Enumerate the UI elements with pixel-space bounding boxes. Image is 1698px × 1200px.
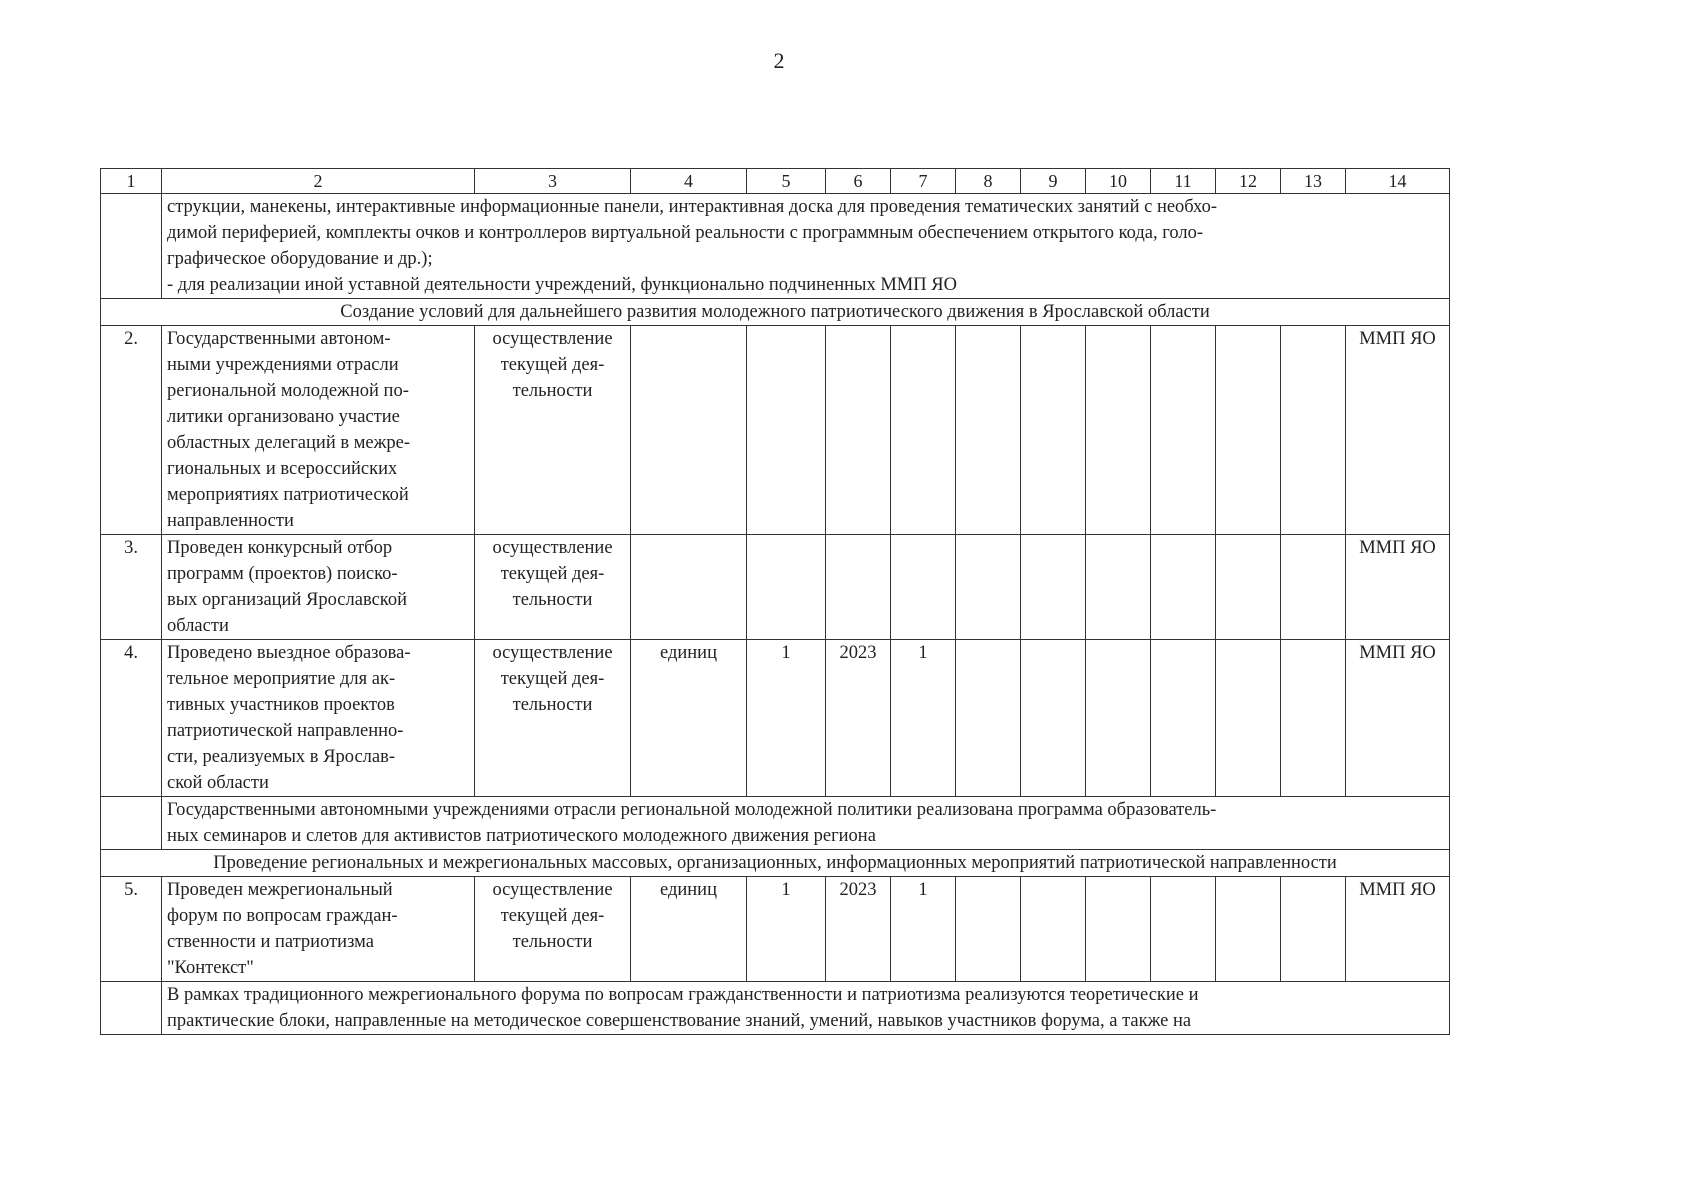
column-number: 4 bbox=[631, 169, 747, 194]
text-line: ственности и патриотизма bbox=[167, 932, 374, 952]
text-line: программ (проектов) поиско- bbox=[167, 564, 398, 584]
empty-cell bbox=[101, 797, 162, 850]
text-line: димой периферией, комплекты очков и контроллеров виртуальной реальности с программным обеспечением открытого кода, голо- bbox=[167, 223, 1204, 243]
note-row bbox=[101, 982, 1450, 1035]
text-line: графическое оборудование и др.); bbox=[167, 249, 433, 269]
text-line: тельности bbox=[512, 381, 593, 401]
column-number: 14 bbox=[1346, 169, 1450, 194]
empty-cell bbox=[1151, 877, 1216, 982]
text-line: текущей дея- bbox=[500, 669, 605, 689]
empty-cell bbox=[1281, 877, 1346, 982]
empty-cell bbox=[101, 982, 162, 1035]
text-line: осуществление bbox=[492, 643, 613, 663]
text-line: областных делегаций в межре- bbox=[167, 433, 411, 453]
text-line: Проведен конкурсный отбор bbox=[167, 538, 393, 558]
text-line: тельности bbox=[512, 695, 593, 715]
continuation-text bbox=[162, 194, 1450, 299]
empty-cell bbox=[1216, 326, 1281, 535]
responsible-cell: ММП ЯО bbox=[1346, 326, 1450, 535]
text-line: мероприятиях патриотической bbox=[167, 485, 409, 505]
section-heading-row bbox=[101, 850, 1450, 877]
empty-cell bbox=[1021, 877, 1086, 982]
text-line: тельности bbox=[512, 932, 593, 952]
text-line: текущей дея- bbox=[500, 564, 605, 584]
year-cell: 2023 bbox=[826, 877, 891, 982]
year-cell bbox=[826, 535, 891, 640]
unit-cell bbox=[631, 326, 747, 535]
funding-basis bbox=[475, 535, 631, 640]
empty-cell bbox=[1151, 640, 1216, 797]
column-number: 7 bbox=[891, 169, 956, 194]
empty-cell bbox=[1151, 535, 1216, 640]
text-line: Проведен межрегиональный bbox=[167, 880, 393, 900]
table-row bbox=[101, 640, 1450, 797]
empty-cell bbox=[101, 194, 162, 299]
empty-cell bbox=[1086, 326, 1151, 535]
responsible-cell: ММП ЯО bbox=[1346, 640, 1450, 797]
text-line: вых организаций Ярославской bbox=[167, 590, 407, 610]
unit-cell: единиц bbox=[631, 877, 747, 982]
empty-cell bbox=[1281, 326, 1346, 535]
funding-basis bbox=[475, 326, 631, 535]
text-line: Государственными автоном- bbox=[167, 329, 391, 349]
text-line: текущей дея- bbox=[500, 906, 605, 926]
text-line: осуществление bbox=[492, 538, 613, 558]
text-line: ных семинаров и слетов для активистов патриотического молодежного движения региона bbox=[167, 826, 876, 846]
text-line: форум по вопросам граждан- bbox=[167, 906, 398, 926]
text-line: ской области bbox=[167, 773, 269, 793]
text-line: гиональных и всероссийских bbox=[167, 459, 398, 479]
text-line: тивных участников проектов bbox=[167, 695, 395, 715]
column-number: 13 bbox=[1281, 169, 1346, 194]
text-line: региональной молодежной по- bbox=[167, 381, 409, 401]
unit-cell bbox=[631, 535, 747, 640]
empty-cell bbox=[1151, 326, 1216, 535]
empty-cell bbox=[1021, 640, 1086, 797]
row-number: 2. bbox=[101, 326, 162, 535]
empty-cell bbox=[956, 640, 1021, 797]
funding-basis bbox=[475, 877, 631, 982]
text-line: Государственными автономными учреждениями отрасли региональной молодежной политики реализована программа образователь- bbox=[167, 800, 1217, 820]
value-cell: 1 bbox=[891, 877, 956, 982]
value-cell bbox=[747, 535, 826, 640]
column-number: 11 bbox=[1151, 169, 1216, 194]
section-heading: Создание условий для дальнейшего развития молодежного патриотического движения в Ярославской области bbox=[101, 299, 1450, 326]
value-cell: 1 bbox=[891, 640, 956, 797]
text-line: практические блоки, направленные на методическое совершенствование знаний, умений, навыков участников форума, а также на bbox=[167, 1011, 1192, 1031]
activity-name bbox=[162, 640, 475, 797]
text-line: тельное мероприятие для ак- bbox=[167, 669, 396, 689]
empty-cell bbox=[1281, 640, 1346, 797]
text-line: направленности bbox=[167, 511, 294, 531]
table-row bbox=[101, 326, 1450, 535]
column-number: 10 bbox=[1086, 169, 1151, 194]
empty-cell bbox=[1021, 535, 1086, 640]
result-note bbox=[162, 797, 1450, 850]
row-number: 3. bbox=[101, 535, 162, 640]
empty-cell bbox=[1216, 640, 1281, 797]
text-line: струкции, манекены, интерактивные информационные панели, интерактивная доска для проведения тематических занятий с необхо- bbox=[167, 197, 1217, 217]
value-cell: 1 bbox=[747, 640, 826, 797]
text-line: сти, реализуемых в Ярослав- bbox=[167, 747, 395, 767]
plan-table bbox=[100, 168, 1450, 1035]
empty-cell bbox=[1021, 326, 1086, 535]
text-line: ными учреждениями отрасли bbox=[167, 355, 399, 375]
value-cell bbox=[747, 326, 826, 535]
text-line: патриотической направленно- bbox=[167, 721, 404, 741]
column-number: 12 bbox=[1216, 169, 1281, 194]
empty-cell bbox=[1086, 877, 1151, 982]
table-row bbox=[101, 535, 1450, 640]
year-cell bbox=[826, 326, 891, 535]
column-number: 3 bbox=[475, 169, 631, 194]
activity-name bbox=[162, 326, 475, 535]
year-cell: 2023 bbox=[826, 640, 891, 797]
empty-cell bbox=[956, 326, 1021, 535]
empty-cell bbox=[1086, 640, 1151, 797]
column-number: 6 bbox=[826, 169, 891, 194]
column-number-row bbox=[101, 169, 1450, 194]
text-line: Проведено выездное образова- bbox=[167, 643, 411, 663]
value-cell: 1 bbox=[747, 877, 826, 982]
section-heading: Проведение региональных и межрегиональных массовых, организационных, информационных мероприятий патриотической направленности bbox=[101, 850, 1450, 877]
text-line: осуществление bbox=[492, 329, 613, 349]
unit-cell: единиц bbox=[631, 640, 747, 797]
result-note bbox=[162, 982, 1450, 1035]
column-number: 2 bbox=[162, 169, 475, 194]
row-number: 5. bbox=[101, 877, 162, 982]
text-line: В рамках традиционного межрегионального форума по вопросам гражданственности и патриотизма реализуются теоретические и bbox=[167, 985, 1199, 1005]
text-line: текущей дея- bbox=[500, 355, 605, 375]
text-line: - для реализации иной уставной деятельности учреждений, функционально подчиненных ММП ЯО bbox=[167, 275, 957, 295]
text-line: "Контекст" bbox=[167, 958, 254, 978]
value-cell bbox=[891, 535, 956, 640]
column-number: 9 bbox=[1021, 169, 1086, 194]
page-number: 2 bbox=[773, 48, 785, 73]
value-cell bbox=[891, 326, 956, 535]
text-line: тельности bbox=[512, 590, 593, 610]
empty-cell bbox=[956, 877, 1021, 982]
empty-cell bbox=[1216, 877, 1281, 982]
note-row bbox=[101, 797, 1450, 850]
continuation-row bbox=[101, 194, 1450, 299]
text-line: области bbox=[167, 616, 229, 636]
column-number: 1 bbox=[101, 169, 162, 194]
row-number: 4. bbox=[101, 640, 162, 797]
responsible-cell: ММП ЯО bbox=[1346, 535, 1450, 640]
empty-cell bbox=[1281, 535, 1346, 640]
responsible-cell: ММП ЯО bbox=[1346, 877, 1450, 982]
empty-cell bbox=[956, 535, 1021, 640]
empty-cell bbox=[1216, 535, 1281, 640]
column-number: 8 bbox=[956, 169, 1021, 194]
activity-name bbox=[162, 535, 475, 640]
empty-cell bbox=[1086, 535, 1151, 640]
section-heading-row bbox=[101, 299, 1450, 326]
activity-name bbox=[162, 877, 475, 982]
column-number: 5 bbox=[747, 169, 826, 194]
text-line: литики организовано участие bbox=[167, 407, 400, 427]
text-line: осуществление bbox=[492, 880, 613, 900]
table-row bbox=[101, 877, 1450, 982]
funding-basis bbox=[475, 640, 631, 797]
